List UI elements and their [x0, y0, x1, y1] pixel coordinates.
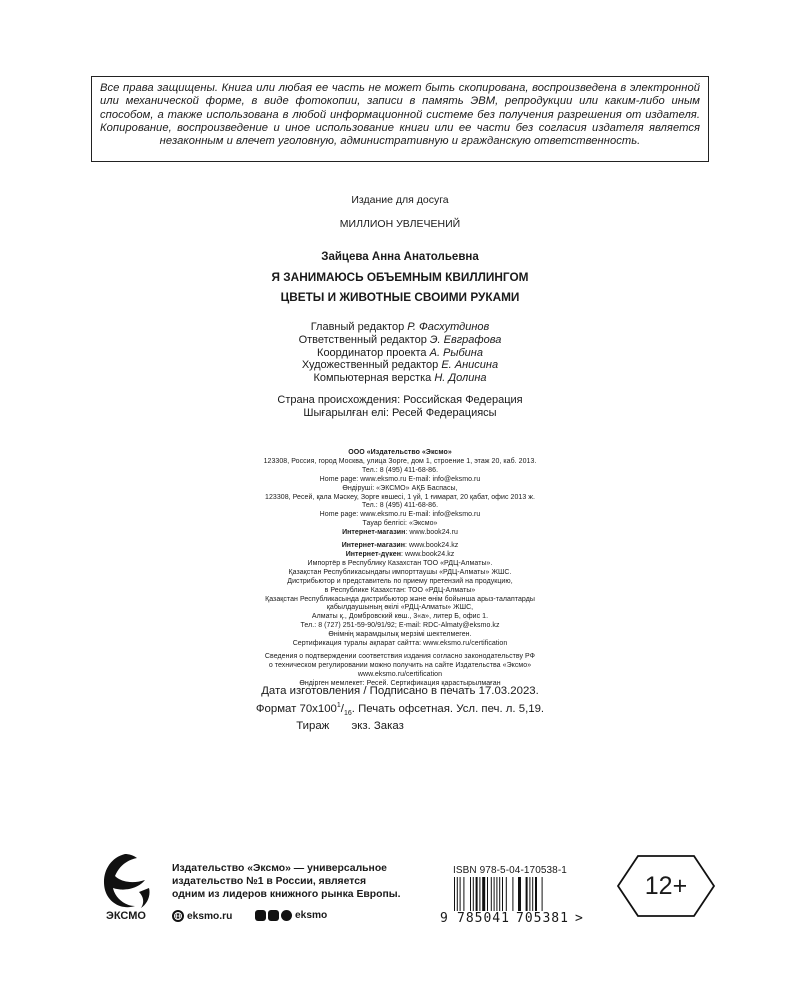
barcode-bar — [506, 877, 507, 911]
online-shop-kz: Интернет-магазин: www.book24.kz — [341, 542, 459, 550]
barcode-bar — [460, 877, 461, 911]
age-rating-text: 12+ — [644, 872, 688, 900]
print-info — [0, 685, 800, 734]
barcode-bar — [499, 877, 500, 911]
print-date: Дата изготовления / Подписано в печать 17.03.2023. — [261, 685, 539, 697]
origin-kz: Шығарылған елі: Ресей Федерациясы — [303, 406, 497, 419]
importer: Импортёр в Республику Казахстан ТОО «РДЦ-Алматы». — [307, 559, 493, 567]
made-in: Өндірген мемлекет: Ресей. Сертификация қарастырылмаған — [299, 679, 501, 687]
credit-name: Е. Анисина — [441, 359, 499, 372]
description-line: издательство №1 в России, является — [172, 876, 367, 887]
publisher-web: Home page: www.eksmo.ru E-mail: info@eksmo.ru — [319, 475, 481, 483]
site-text: eksmo.ru — [187, 910, 233, 922]
certification-ru-3: www.eksmo.ru/certification — [357, 670, 443, 678]
barcode-bar — [494, 877, 495, 911]
edition-type: Издание для досуга — [351, 194, 449, 206]
credit-name: Р. Фасхутдинов — [407, 321, 490, 333]
online-shop-ru: Интернет-магазин: www.book24.ru — [342, 529, 458, 537]
author-name: Зайцева Анна Анатольевна — [321, 251, 479, 263]
barcode-bar — [542, 877, 543, 911]
barcode-bar — [491, 877, 492, 911]
credit-name: Н. Долина — [434, 372, 487, 385]
distributor-kz-line2: қабылдаушының өкілі «РДЦ-Алматы» ЖШС, — [326, 604, 474, 612]
certification-ru-2: о техническом регулировании можно получить на сайте Издательства «Эксмо» — [268, 661, 532, 669]
credit-line — [0, 347, 800, 360]
credit-name: А. Рыбина — [429, 346, 483, 359]
online-shop-kz2: Интернет-дүкен: www.book24.kz — [345, 550, 455, 558]
social-link[interactable] — [255, 910, 327, 921]
barcode-bar — [454, 877, 455, 911]
almaty-contacts: Тел.: 8 (727) 251-59-90/91/92; E-mail: RDC-Almaty@eksmo.kz — [300, 622, 500, 630]
publisher-info — [0, 449, 800, 689]
publisher-address: 123308, Россия, город Москва, улица Зорге, дом 1, строение 1, этаж 20, каб. 2013. — [263, 457, 537, 465]
credit-line — [0, 334, 800, 347]
barcode-bar — [473, 877, 474, 911]
barcode-group-2: 705381 — [516, 911, 569, 926]
barcode-bar — [512, 877, 513, 911]
credit-role: Ответственный редактор — [298, 333, 427, 346]
kz-web: Home page: www.eksmo.ru E-mail: info@eksmo.ru — [319, 511, 481, 519]
credits-block — [0, 321, 800, 385]
barcode-bar — [479, 877, 480, 911]
barcode-bar — [518, 877, 521, 911]
barcode-bar — [532, 877, 533, 911]
credit-role: Художественный редактор — [301, 359, 439, 372]
barcode-bar — [463, 877, 464, 911]
site-link[interactable] — [172, 910, 232, 922]
barcode-bar — [502, 877, 503, 911]
credit-role: Компьютерная верстка — [313, 372, 432, 385]
print-run: Тираж экз. Заказ — [296, 720, 404, 733]
globe-icon — [172, 910, 184, 922]
importer-kz: Қазақстан Республикасындағы импорттаушы «РДЦ-Алматы» ЖШС. — [288, 568, 512, 576]
validity: Өнімнің жарамдылық мерзімі шектелмеген. — [328, 631, 472, 639]
almaty-address: Алматы қ., Домбровский көш., 3«а», литер Б, офис 1. — [311, 613, 489, 621]
kz-trademark: Тауар белгісі: «Эксмо» — [362, 520, 438, 528]
barcode-first-digit: 9 — [440, 911, 449, 926]
origin-ru: Страна происхождения: Российская Федерация — [277, 394, 523, 406]
barcode-bar — [482, 877, 485, 911]
barcode-end-mark: > — [575, 911, 584, 926]
barcode-bar — [476, 877, 478, 911]
distributor: Дистрибьютор и представитель по приему претензий на продукцию, — [287, 577, 513, 585]
publisher-description — [172, 862, 401, 901]
credit-role: Главный редактор — [310, 321, 405, 333]
barcode-bar — [487, 877, 488, 911]
book-subtitle: ЦВЕТЫ И ЖИВОТНЫЕ СВОИМИ РУКАМИ — [280, 290, 520, 304]
description-line: Издательство «Эксмо» — универсальное — [172, 863, 387, 874]
description-line: одним из лидеров книжного рынка Европы. — [172, 889, 401, 900]
certification-ru-1: Сведения о подтверждении соответствия издания согласно законодательству РФ — [264, 652, 536, 660]
distributor-kz: Қазақстан Республикасында дистрибьютор және өнім бойынша арыз-талаптарды — [265, 595, 535, 603]
credit-line — [0, 372, 800, 385]
barcode-bar — [535, 877, 537, 911]
barcode-bar — [526, 877, 528, 911]
rights-notice: Все права защищены. Книга или любая ее часть не может быть скопирована, воспроизведена в электронной или механической форме, в виде фотокопии, записи в память ЭВМ, репродукции или каким-либо иным способом, а также использована в любой информационной системе без получения разрешения от издателя. Копирование, воспроизведение и иное использование книги или ее части без согласия издателя является незаконным и влечет уголовную, административную и гражданскую ответственность. — [91, 76, 709, 162]
age-rating-badge — [616, 853, 716, 919]
credit-role: Координатор проекта — [317, 346, 427, 359]
kz-address: 123308, Ресей, қала Мәскеу, Зорге көшесі, 1 үй, 1 ғимарат, 20 қабат, офис 2013 ж. — [265, 493, 535, 501]
credit-line — [0, 359, 800, 372]
barcode-bar — [496, 877, 497, 911]
series-name: МИЛЛИОН УВЛЕЧЕНИЙ — [339, 218, 461, 230]
barcode — [452, 877, 576, 913]
credit-name: Э. Евграфова — [429, 333, 502, 346]
eksmo-logo-text: ЭКСМО — [106, 910, 146, 922]
book-title: Я ЗАНИМАЮСЬ ОБЪЕМНЫМ КВИЛЛИНГОМ — [271, 270, 529, 284]
kz-maker: Өндіруші: «ЭКСМО» АҚБ Баспасы, — [342, 484, 458, 492]
distributor-line2: в Республике Казахстан: ТОО «РДЦ-Алматы» — [324, 586, 476, 594]
publisher-company: ООО «Издательство «Эксмо» — [348, 449, 452, 456]
social-text: eksmo — [295, 910, 328, 921]
origin-block — [0, 394, 800, 420]
kz-phone: Тел.: 8 (495) 411-68-86. — [361, 502, 439, 510]
telegram-icon — [281, 910, 292, 921]
vk-icon — [255, 910, 266, 921]
barcode-bar — [457, 877, 458, 911]
eksmo-logo — [95, 852, 157, 922]
barcode-bar — [529, 877, 530, 911]
publisher-phone: Тел.: 8 (495) 411-68-86. — [361, 466, 439, 474]
credit-line — [0, 321, 800, 334]
youtube-icon — [268, 910, 279, 921]
print-format: Формат $70x100^1/_{16}$. Печать офсетная. Усл. печ. л. 5,19. — [255, 701, 545, 717]
barcode-bar — [470, 877, 471, 911]
isbn-number: ISBN 978-5-04-170538-1 — [453, 865, 567, 876]
barcode-group-1: 785041 — [457, 911, 510, 926]
eksmo-logo-icon — [95, 852, 157, 912]
certification-kz: Сертификация туралы ақпарат сайтта: www.eksmo.ru/certification — [292, 640, 508, 648]
